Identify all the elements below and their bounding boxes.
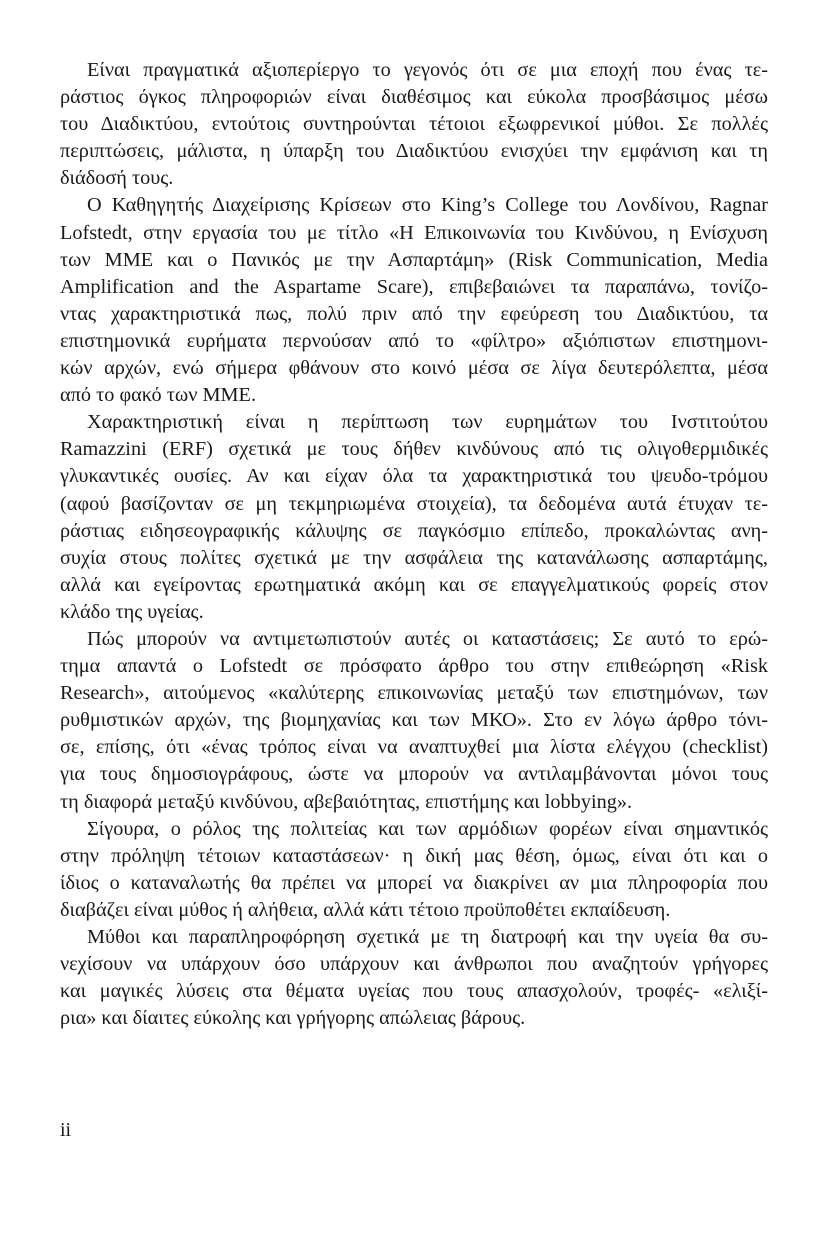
text-line: ρυθμιστικών αρχών, της βιομηχανίας και των ΜΚΟ». Στο εν λόγω άρθρο τόνι- xyxy=(60,709,768,732)
paragraph-2 xyxy=(60,192,768,409)
page-body xyxy=(60,57,768,1032)
page-number: ii xyxy=(60,1119,72,1141)
text-line: του Διαδικτύου, εντούτοις συντηρούνται τέτοιοι εξωφρενικοί μύθοι. Σε πολλές xyxy=(60,113,768,136)
text-line: για τους δημοσιογράφους, ώστε να μπορούν να αντιλαμβάνονται μόνοι τους xyxy=(60,763,768,786)
paragraph-4 xyxy=(60,626,768,816)
text-line: και μαγικές λύσεις στα θέματα υγείας που τους απασχολούν, τροφές- «ελιξί- xyxy=(60,980,768,1003)
text-line: κών αρχών, ενώ σήμερα φθάνουν στο κοινό μέσα σε λίγα δευτερόλεπτα, μέσα xyxy=(60,357,768,380)
text-line: αλλά και εγείροντας ερωτηματικά ακόμη και σε επαγγελματικούς φορείς στον xyxy=(60,573,768,596)
text-line: ρια» και δίαιτες εύκολης και γρήγορης απώλειας βάρους. xyxy=(60,1007,526,1030)
text-line: σε, επίσης, ότι «ένας τρόπος είναι να αναπτυχθεί μια λίστα ελέγχου (checklist) xyxy=(60,736,768,759)
paragraph-5 xyxy=(60,816,768,924)
text-line: Χαρακτηριστική είναι η περίπτωση των ευρημάτων του Ινστιτούτου xyxy=(87,411,768,434)
text-line: ίδιος ο καταναλωτής θα πρέπει να μπορεί να διακρίνει αν μια πληροφορία που xyxy=(60,871,768,894)
text-line: Σίγουρα, ο ρόλος της πολιτείας και των αρμόδιων φορέων είναι σημαντικός xyxy=(87,817,768,840)
text-line: νεχίσουν να υπάρχουν όσο υπάρχουν και άνθρωποι που αναζητούν γρήγορες xyxy=(60,953,768,976)
text-line: Πώς μπορούν να αντιμετωπιστούν αυτές οι καταστάσεις; Σε αυτό το ερώ- xyxy=(87,627,768,650)
text-line: στην πρόληψη τέτοιων καταστάσεων· η δική μας θέση, όμως, είναι ότι και ο xyxy=(60,844,768,867)
text-line: των ΜΜΕ και ο Πανικός με την Ασπαρτάμη» (Risk Communication, Media xyxy=(60,248,768,271)
text-line: ράστιος όγκος πληροφοριών είναι διαθέσιμος και εύκολα προσβάσιμος μέσω xyxy=(60,86,768,109)
text-line: διαβάζει είναι μύθος ή αλήθεια, αλλά κάτι τέτοιο προϋποθέτει εκπαίδευση. xyxy=(60,898,671,921)
text-line: κλάδο της υγείας. xyxy=(60,600,204,623)
text-line: γλυκαντικές ουσίες. Αν και είχαν όλα τα χαρακτηριστικά του ψευδο-τρόμου xyxy=(60,465,768,488)
text-line: από το φακό των ΜΜΕ. xyxy=(60,384,257,407)
text-line: συχία στους πολίτες σχετικά με την ασφάλεια της κατανάλωσης ασπαρτάμης, xyxy=(60,546,768,569)
paragraph-3 xyxy=(60,409,768,626)
paragraph-1 xyxy=(60,57,768,192)
text-line: επιστημονικά ευρήματα περνούσαν από το «φίλτρο» αξιόπιστων επιστημονι- xyxy=(60,329,768,352)
text-line: τη διαφορά μεταξύ κινδύνου, αβεβαιότητας, επιστήμης και lobbying». xyxy=(60,790,633,813)
text-line: ντας χαρακτηριστικά πως, πολύ πριν από την εφεύρεση του Διαδικτύου, τα xyxy=(60,302,768,325)
text-line: περιπτώσεις, μάλιστα, η ύπαρξη του Διαδικτύου ενισχύει την εμφάνιση και τη xyxy=(60,140,768,163)
text-line: τημα απαντά ο Lofstedt σε πρόσφατο άρθρο του στην επιθεώρηση «Risk xyxy=(60,655,768,678)
text-line: Amplification and the Aspartame Scare), επιβεβαιώνει τα παραπάνω, τονίζο- xyxy=(60,275,768,298)
text-line: Είναι πραγματικά αξιοπερίεργο το γεγονός ότι σε μια εποχή που ένας τε- xyxy=(87,59,768,81)
text-line: Lofstedt, στην εργασία του με τίτλο «Η Επικοινωνία του Κινδύνου, η Ενίσχυση xyxy=(60,221,768,244)
text-line: Μύθοι και παραπληροφόρηση σχετικά με τη διατροφή και την υγεία θα συ- xyxy=(87,926,768,948)
text-line: Ramazzini (ERF) σχετικά με τους δήθεν κινδύνους από τις ολιγοθερμιδικές xyxy=(60,438,768,461)
text-line: διάδοσή τους. xyxy=(60,167,174,190)
text-line: (αφού βασίζονταν σε μη τεκμηριωμένα στοιχεία), τα δεδομένα αυτά έτυχαν τε- xyxy=(60,492,768,515)
text-line: Ο Καθηγητής Διαχείρισης Κρίσεων στο King’s College του Λονδίνου, Ragnar xyxy=(87,194,768,217)
text-line: ράστιας ειδησεογραφικής κάλυψης σε παγκόσμιο επίπεδο, προκαλώντας ανη- xyxy=(60,519,768,542)
text-line: Research», αιτούμενος «καλύτερης επικοινωνίας μεταξύ των επιστημόνων, των xyxy=(60,682,768,705)
paragraph-6 xyxy=(60,924,768,1032)
